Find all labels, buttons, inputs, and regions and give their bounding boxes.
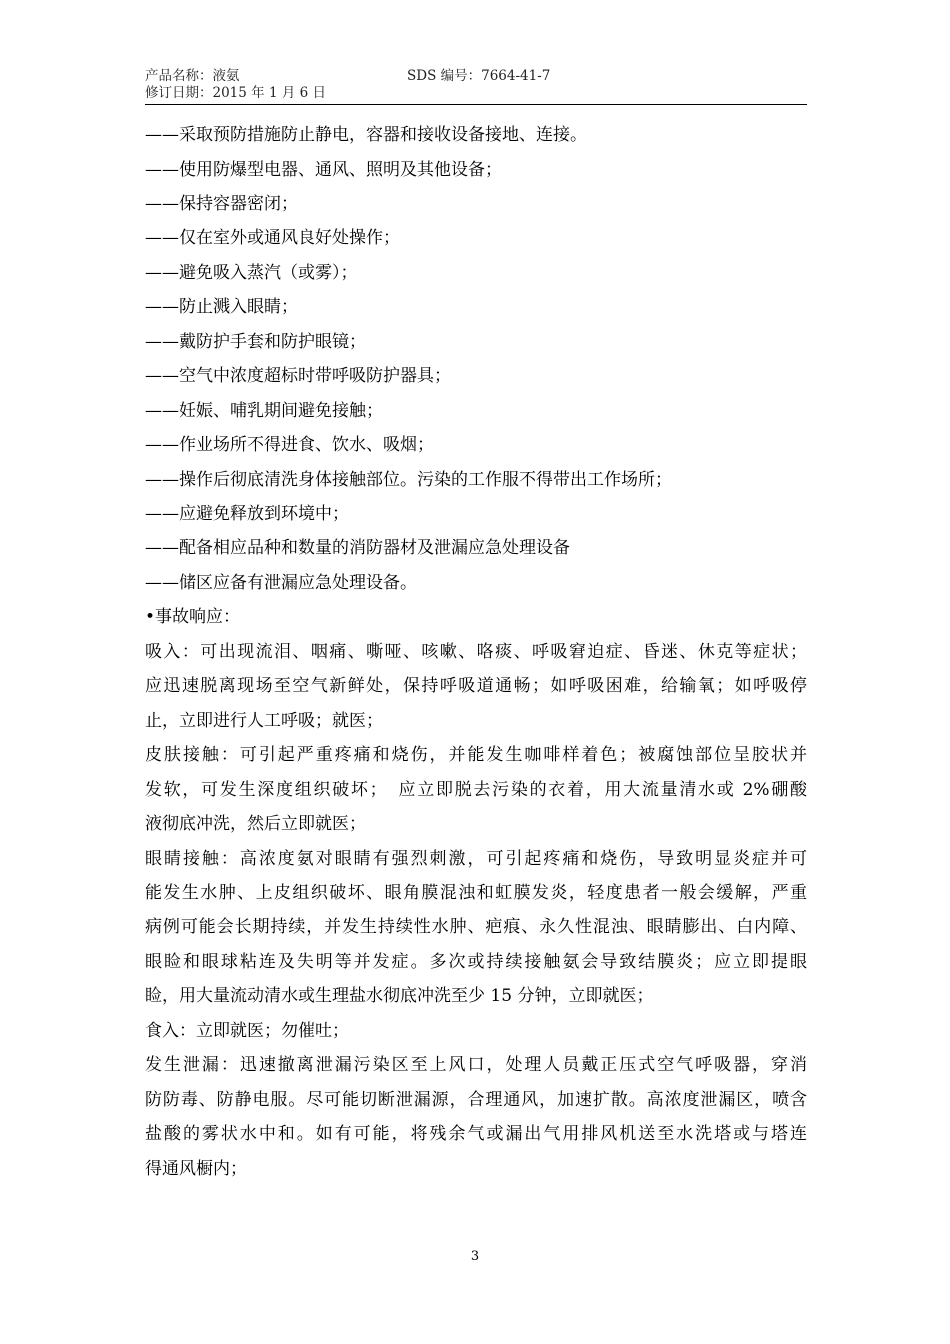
paragraph-line: 发软，可发生深度组织破坏； 应立即脱去污染的衣着，用大流量清水或 2%硼酸 bbox=[145, 779, 807, 800]
sds-number: SDS 编号：7664-41-7 bbox=[407, 68, 551, 84]
precaution-line: ——仅在室外或通风良好处操作； bbox=[145, 228, 400, 249]
revision-date: 修订日期：2015 年 1 月 6 日 bbox=[145, 85, 326, 101]
paragraph-line: 眼睛接触：高浓度氨对眼睛有强烈刺激，可引起疼痛和烧伤，导致明显炎症并可 bbox=[145, 848, 807, 869]
paragraph-line: 盐酸的雾状水中和。如有可能，将残余气或漏出气用排风机送至水洗塔或与塔连 bbox=[145, 1124, 807, 1145]
precaution-line: ——保持容器密闭； bbox=[145, 193, 298, 214]
precaution-line: ——作业场所不得进食、饮水、吸烟； bbox=[145, 435, 434, 456]
paragraph-line: 发生泄漏：迅速撤离泄漏污染区至上风口，处理人员戴正压式空气呼吸器，穿消 bbox=[145, 1055, 807, 1076]
page-number: 3 bbox=[470, 1249, 480, 1264]
precaution-line: ——储区应备有泄漏应急处理设备。 bbox=[145, 572, 417, 593]
paragraph-line: 食入：立即就医；勿催吐； bbox=[145, 1020, 349, 1041]
paragraph-line: 止，立即进行人工呼吸；就医； bbox=[145, 710, 383, 731]
header-row-2 bbox=[145, 85, 807, 102]
precaution-line: ——防止溅入眼睛； bbox=[145, 297, 298, 318]
precaution-line: ——戴防护手套和防护眼镜； bbox=[145, 331, 366, 352]
paragraph-line: 吸入：可出现流泪、咽痛、嘶哑、咳嗽、咯痰、呼吸窘迫症、昏迷、休克等症状； bbox=[145, 641, 807, 662]
paragraph-line: 液彻底冲洗，然后立即就医； bbox=[145, 814, 366, 834]
header-row-1 bbox=[145, 68, 807, 85]
paragraph-line: 皮肤接触：可引起严重疼痛和烧伤，并能发生咖啡样着色；被腐蚀部位呈胶状并 bbox=[145, 745, 807, 766]
paragraph-line: 眼睑和眼球粘连及失明等并发症。多次或持续接触氨会导致结膜炎；应立即提眼 bbox=[145, 951, 807, 972]
precaution-line: ——配备相应品种和数量的消防器材及泄漏应急处理设备 bbox=[145, 538, 570, 559]
page-header bbox=[145, 68, 807, 105]
paragraph-line: 防防毒、防静电服。尽可能切断泄漏源，合理通风，加速扩散。高浓度泄漏区，喷含 bbox=[145, 1089, 807, 1110]
precaution-line: ——妊娠、哺乳期间避免接触； bbox=[145, 400, 383, 421]
precaution-line: ——空气中浓度超标时带呼吸防护器具； bbox=[145, 366, 451, 387]
paragraph-line: 应迅速脱离现场至空气新鲜处，保持呼吸道通畅；如呼吸困难，给输氧；如呼吸停 bbox=[145, 676, 807, 697]
precaution-line: ——采取预防措施防止静电，容器和接收设备接地、连接。 bbox=[145, 125, 587, 145]
paragraph-line: 得通风橱内； bbox=[145, 1158, 247, 1179]
precaution-line: ——应避免释放到环境中； bbox=[145, 504, 349, 524]
precaution-line: ——使用防爆型电器、通风、照明及其他设备； bbox=[145, 159, 502, 180]
paragraph-line: 能发生水肿、上皮组织破坏、眼角膜混浊和虹膜发炎，轻度患者一般会缓解，严重 bbox=[145, 882, 807, 903]
product-name: 产品名称：液氨 bbox=[145, 68, 240, 84]
paragraph-line: 睑，用大量流动清水或生理盐水彻底冲洗至少 15 分钟，立即就医； bbox=[145, 986, 654, 1007]
precaution-line: ——操作后彻底清洗身体接触部位。污染的工作服不得带出工作场所； bbox=[145, 469, 672, 490]
section-heading-response: •事故响应： bbox=[145, 607, 241, 628]
paragraph-line: 病例可能会长期持续，并发生持续性水肿、疤痕、永久性混浊、眼睛膨出、白内障、 bbox=[145, 917, 807, 938]
precaution-line: ——避免吸入蒸汽（或雾）； bbox=[145, 262, 358, 283]
